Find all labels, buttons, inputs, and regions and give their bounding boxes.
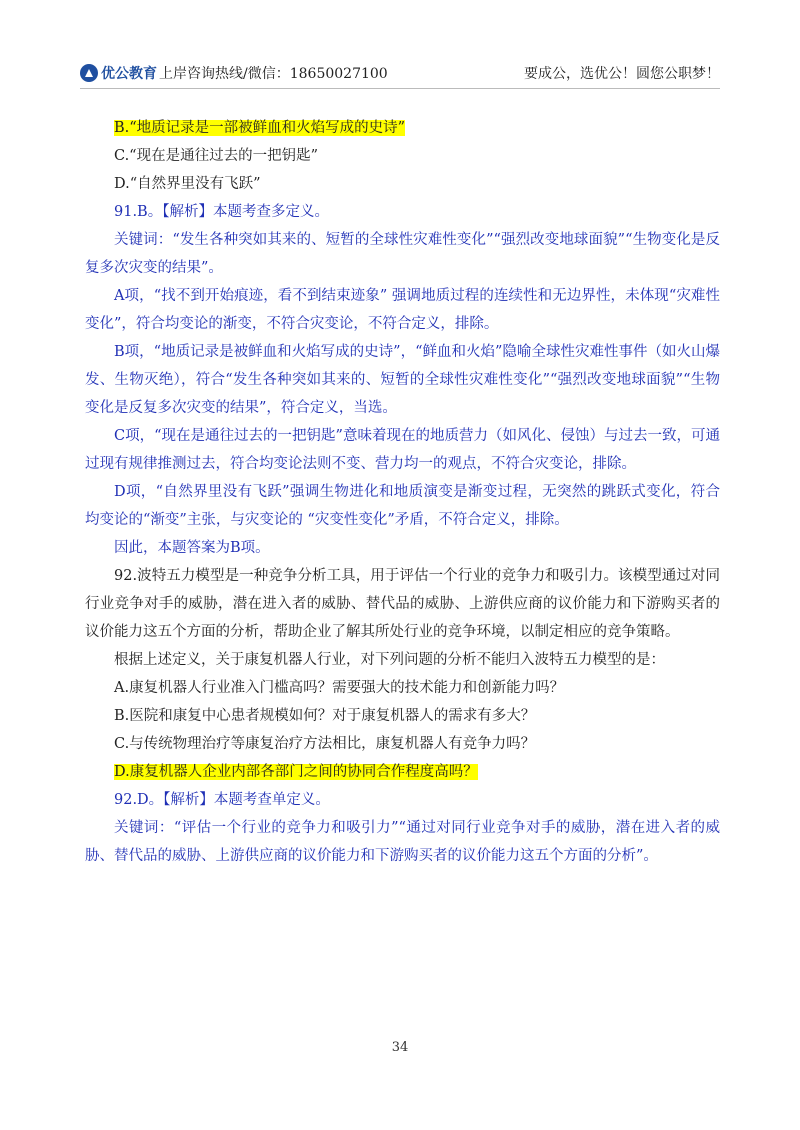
- logo-text: 优公教育: [101, 66, 157, 82]
- paragraph-13: B.医院和康复中心患者规模如何？对于康复机器人的需求有多大？: [114, 708, 536, 724]
- highlighted-text: D.康复机器人企业内部各部门之间的协同合作程度高吗？: [114, 764, 478, 780]
- header-slogan: 要成公，选优公！圆您公职梦！: [524, 66, 720, 82]
- highlighted-text: B.“地质记录是一部被鲜血和火焰写成的史诗”: [114, 120, 406, 136]
- header-left: [80, 63, 388, 83]
- document-body: [85, 114, 720, 870]
- paragraph-10: 92.波特五力模型是一种竞争分析工具，用于评估一个行业的竞争力和吸引力。该模型通过对同行业竞争对手的威胁，潜在进入者的威胁、替代品的威胁、上游供应商的议价能力和下游购买者的议价能力这五个方面的分析，帮助企业了解其所处行业的竞争环境，以制定相应的竞争策略。: [85, 568, 720, 640]
- paragraph-15: [85, 758, 720, 786]
- paragraph-12: A.康复机器人行业准入门槛高吗？需要强大的技术能力和创新能力吗？: [114, 680, 565, 696]
- paragraph-4: 关键词：“发生各种突如其来的、短暂的全球性灾难性变化”“强烈改变地球面貌”“生物变化是反复多次灾变的结果”。: [85, 232, 720, 276]
- paragraph-6: B项，“地质记录是被鲜血和火焰写成的史诗”，“鲜血和火焰”隐喻全球性灾难性事件（如火山爆发、生物灭绝），符合“发生各种突如其来的、短暂的全球性灾难性变化”“强烈改变地球面貌”“生物变化是反复多次灾变的结果”，符合定义，当选。: [85, 344, 720, 416]
- paragraph-3: 91.B。【解析】本题考查多定义。: [114, 204, 329, 220]
- paragraph-16: 92.D。【解析】本题考查单定义。: [114, 792, 330, 808]
- logo-icon: [80, 64, 98, 82]
- paragraph-0: [85, 114, 720, 142]
- header-hotline: 上岸咨询热线/微信：18650027100: [159, 66, 388, 82]
- paragraph-2: D.“自然界里没有飞跃”: [114, 176, 261, 192]
- paragraph-7: C项，“现在是通往过去的一把钥匙”意味着现在的地质营力（如风化、侵蚀）与过去一致，可通过现有规律推测过去，符合均变论法则不变、营力均一的观点，不符合灾变论，排除。: [85, 428, 720, 472]
- paragraph-1: C.“现在是通往过去的一把钥匙”: [114, 148, 319, 164]
- page-number: 34: [391, 1040, 409, 1055]
- logo: [80, 63, 157, 83]
- page-header: [80, 60, 720, 89]
- paragraph-14: C.与传统物理治疗等康复治疗方法相比，康复机器人有竞争力吗？: [114, 736, 536, 752]
- paragraph-9: 因此，本题答案为B项。: [114, 540, 270, 556]
- paragraph-8: D项，“自然界里没有飞跃”强调生物进化和地质演变是渐变过程，无突然的跳跃式变化，符合均变论的“渐变”主张，与灾变论的 “灾变性变化”矛盾，不符合定义，排除。: [85, 484, 720, 528]
- paragraph-17: 关键词：“评估一个行业的竞争力和吸引力”“通过对同行业竞争对手的威胁，潜在进入者的威胁、替代品的威胁、上游供应商的议价能力和下游购买者的议价能力这五个方面的分析”。: [85, 820, 720, 864]
- paragraph-11: 根据上述定义，关于康复机器人行业，对下列问题的分析不能归入波特五力模型的是：: [114, 652, 665, 668]
- paragraph-5: A项，“找不到开始痕迹，看不到结束迹象” 强调地质过程的连续性和无边界性，未体现“灾难性变化”，符合均变论的渐变，不符合灾变论，不符合定义，排除。: [85, 288, 720, 332]
